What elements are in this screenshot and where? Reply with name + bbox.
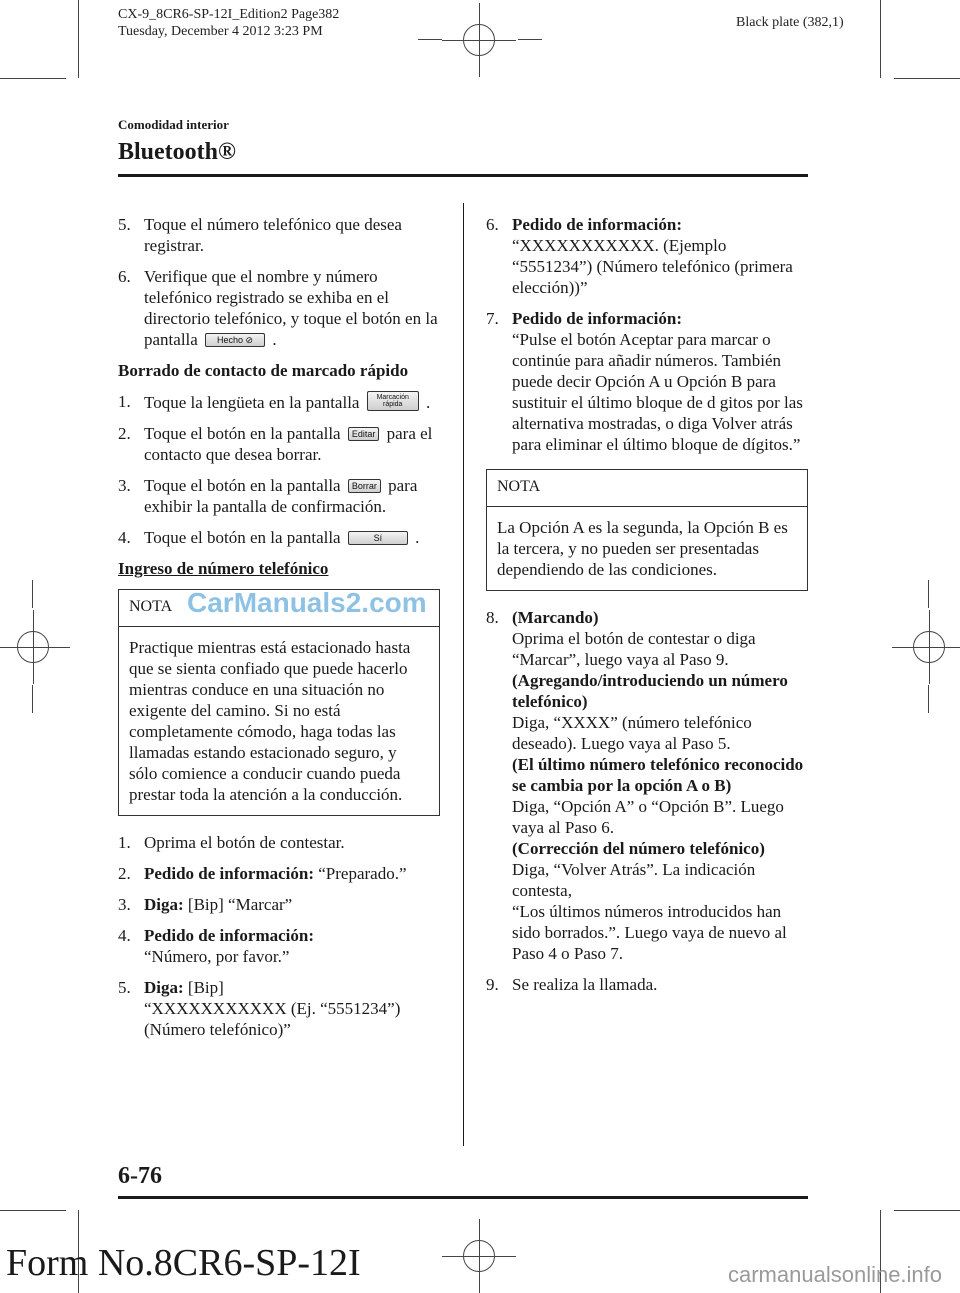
borrado-step-4: 4. Toque el botón en la pantalla Sí . [118, 528, 420, 547]
step-5: 5. Toque el número telefónico que desea registrar. [118, 215, 402, 255]
right-column [486, 214, 808, 1005]
nota-box [118, 589, 440, 816]
section-name: Comodidad interior [118, 117, 229, 132]
borrar-button[interactable]: Borrar [348, 479, 381, 493]
page-title: Bluetooth® [118, 139, 236, 165]
borrado-step-2: 2. Toque el botón en la pantalla Editar para el contacto que desea borrar. [118, 424, 433, 464]
watermark: CarManuals2.com [187, 587, 427, 618]
file-date: Tuesday, December 4 2012 3:23 PM [118, 24, 323, 39]
registration-mark [913, 631, 945, 663]
step-6: 6. Verifique que el nombre y número telefónico registrado se exhiba en el directorio telefónico, y toque el botón en la pantalla Hecho ⊘ . [118, 267, 438, 349]
nota-body: La Opción A es la segunda, la Opción B es la tercera, y no pueden ser presentadas dependiendo de las condiciones. [497, 518, 788, 579]
ingreso-step-1: 1. Oprima el botón de contestar. [118, 833, 345, 852]
nota-header [119, 587, 439, 627]
crop-mark [894, 78, 960, 79]
nota-box-2 [486, 469, 808, 591]
editar-button[interactable]: Editar [348, 427, 380, 441]
nota-label: NOTA [497, 478, 541, 495]
ingreso-step-4: 4. Pedido de información: “Número, por favor.” [118, 926, 314, 966]
crop-mark [880, 0, 881, 78]
borrado-step-1: 1. Toque la lengüeta en la pantalla Marcación rápida . [118, 392, 431, 412]
nota-label: NOTA [129, 598, 173, 615]
crop-mark [928, 580, 929, 608]
form-number: Form No.8CR6-SP-12I [6, 1242, 361, 1284]
si-button[interactable]: Sí [348, 531, 408, 545]
ingreso-heading: Ingreso de número telefónico [118, 559, 329, 578]
crop-mark [78, 0, 79, 78]
borrado-step-3: 3. Toque el botón en la pantalla Borrar para exhibir la pantalla de confirmación. [118, 476, 418, 516]
marcacion-rapida-button[interactable]: Marcación rápida [367, 391, 419, 411]
left-column [118, 214, 440, 1050]
crop-mark [518, 39, 542, 40]
header-rule [118, 174, 808, 177]
footer-rule [118, 1196, 808, 1199]
file-info [118, 6, 339, 40]
file-name: CX-9_8CR6-SP-12I_Edition2 Page382 [118, 7, 340, 22]
crop-mark [418, 39, 442, 40]
crop-mark [0, 1210, 66, 1211]
nota-header [487, 470, 807, 507]
hecho-button[interactable]: Hecho ⊘ [205, 333, 265, 347]
column-divider [463, 203, 464, 1146]
crop-mark [32, 580, 33, 608]
ingreso-step-5: 5. Diga: [Bip] “XXXXXXXXXXX (Ej. “5551234”) (Número telefónico)” [118, 978, 401, 1039]
crop-mark [0, 78, 66, 79]
borrado-heading: Borrado de contacto de marcado rápido [118, 361, 409, 380]
crop-mark [32, 685, 33, 713]
ingreso-step-2: 2. Pedido de información: “Preparado.” [118, 864, 407, 883]
registration-mark [17, 631, 49, 663]
ingreso-step-8: 8. (Marcando) Oprima el botón de contestar o diga “Marcar”, luego vaya al Paso 9. (Agregando/introduciendo un número telefónico) Diga, “XXXX” (número telefónico deseado). Luego vaya al Paso 5. (El último número telefónico reconocido se cambia por la opción A o B) Diga, “Opción A” o “Opción B”. Luego vaya al Paso 6. (Corrección del número telefónico) Diga, “Volver Atrás”. La indicación contesta, “Los últimos números introducidos han sido borrados.”. Luego vaya de nuevo al Paso 4 o Paso 7. [486, 608, 804, 963]
plate-label: Black plate (382,1) [736, 15, 844, 30]
crop-mark [928, 685, 929, 713]
ingreso-step-6: 6. Pedido de información: “XXXXXXXXXXX. (Ejemplo “5551234”) (Número telefónico (primera elección))” [486, 215, 793, 297]
registration-mark [463, 1240, 495, 1272]
ingreso-step-3: 3. Diga: [Bip] “Marcar” [118, 895, 293, 914]
ingreso-step-7: 7. Pedido de información: “Pulse el botón Aceptar para marcar o continúe para añadir números. También puede decir Opción A u Opción B para sustituir el último bloque de d gitos por las alternativa mostradas, o diga Volver atrás para eliminar el último bloque de dígitos.” [486, 309, 803, 454]
registration-mark [463, 24, 495, 56]
ingreso-step-9: 9. Se realiza la llamada. [486, 975, 658, 994]
page-number: 6-76 [118, 1163, 162, 1189]
site-watermark: carmanualsonline.info [728, 1262, 943, 1287]
nota-body: Practique mientras está estacionado hasta que se sienta confiado que puede hacerlo mientras conduce en una situación no exigente del camino. Si no está completamente cómodo, haga todas las llamadas estando estacionado seguro, y sólo comience a conducir cuando pueda prestar toda la atención a la conducción. [129, 638, 411, 804]
crop-mark [894, 1210, 960, 1211]
